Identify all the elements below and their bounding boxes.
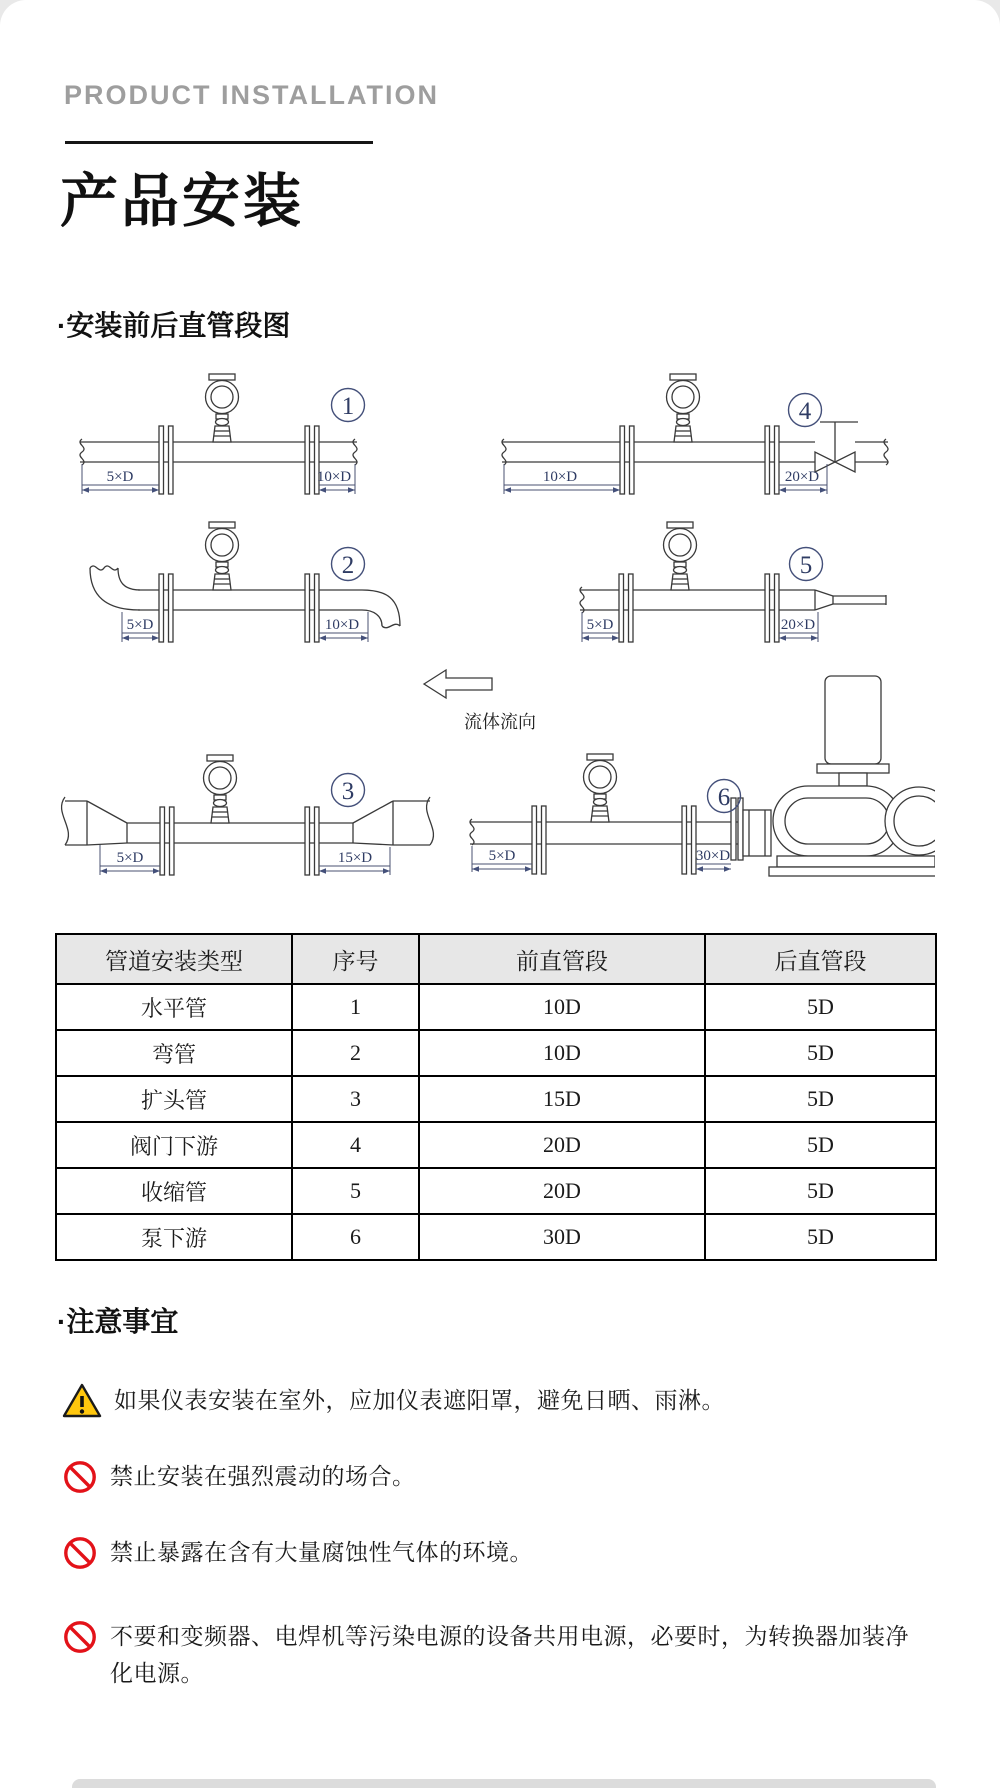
dim-label-left: 5×D — [126, 617, 154, 633]
straight-pipe-spec-table — [55, 933, 937, 1261]
page-title: 产品安装 — [60, 169, 305, 234]
prohibited-icon — [62, 1619, 98, 1660]
prohibited-icon — [62, 1459, 98, 1500]
note-item — [62, 1534, 922, 1576]
flowmeter-transmitter — [206, 374, 239, 442]
cell-upstream: 20D — [419, 1168, 705, 1214]
table-row — [56, 1076, 936, 1122]
cell-downstream: 5D — [705, 1168, 936, 1214]
note-text: 禁止安装在强烈震动的场合。 — [110, 1463, 416, 1489]
dim-label-left: 5×D — [488, 848, 516, 864]
pipe-break-left — [80, 439, 84, 465]
diagram-reducer-pipe — [490, 518, 900, 646]
cell-upstream: 15D — [419, 1076, 705, 1122]
flange — [305, 807, 319, 875]
cell-downstream: 5D — [705, 1214, 936, 1260]
diagram-number: 6 — [717, 784, 731, 811]
cell-upstream: 10D — [419, 1030, 705, 1076]
col-header-upstream: 前直管段 — [419, 934, 705, 984]
flange — [532, 806, 546, 874]
flowmeter-transmitter — [204, 755, 237, 823]
col-header-install-type: 管道安装类型 — [56, 934, 292, 984]
diagram-elbow-pipe — [70, 518, 450, 646]
warning-triangle-icon — [62, 1383, 102, 1424]
flowmeter-transmitter — [206, 522, 239, 590]
flange — [765, 574, 779, 642]
pump-spool — [743, 810, 771, 856]
note-item — [62, 1382, 922, 1424]
prohibited-icon — [62, 1535, 98, 1576]
cell-type: 阀门下游 — [56, 1122, 292, 1168]
diagram-number: 4 — [798, 398, 812, 425]
cell-type: 水平管 — [56, 984, 292, 1030]
diagram-number: 1 — [341, 393, 355, 420]
table-row — [56, 1168, 936, 1214]
flange — [160, 807, 174, 875]
dim-label-left: 5×D — [106, 469, 134, 485]
dim-label-right: 20×D — [780, 617, 816, 633]
pump-motor — [825, 676, 881, 764]
cell-type: 泵下游 — [56, 1214, 292, 1260]
page-eyebrow: PRODUCT INSTALLATION — [64, 80, 439, 110]
cell-type: 扩头管 — [56, 1076, 292, 1122]
pump-base — [777, 856, 935, 867]
cell-upstream: 30D — [419, 1214, 705, 1260]
cell-downstream: 5D — [705, 1030, 936, 1076]
dim-label-right: 30×D — [695, 848, 731, 864]
diagram-number: 5 — [799, 552, 813, 579]
diagram-horizontal-pipe — [70, 370, 370, 498]
table-row — [56, 984, 936, 1030]
table-row — [56, 1214, 936, 1260]
title-rule — [65, 141, 373, 144]
cell-downstream: 5D — [705, 984, 936, 1030]
dim-label-right: 10×D — [324, 617, 360, 633]
diagram-number: 3 — [341, 778, 355, 805]
diagram-section-heading: ·安装前后直管段图 — [57, 310, 291, 341]
pump-body — [769, 676, 935, 876]
flange — [305, 574, 319, 642]
cell-index: 2 — [292, 1030, 419, 1076]
dim-label-right: 15×D — [337, 850, 373, 866]
flange — [619, 574, 633, 642]
cell-upstream: 20D — [419, 1122, 705, 1168]
flange — [159, 426, 173, 494]
note-item — [62, 1618, 922, 1692]
notes-section-heading: ·注意事宜 — [57, 1306, 179, 1337]
note-text: 如果仪表安装在室外，应加仪表遮阳罩，避免日晒、雨淋。 — [114, 1387, 725, 1413]
cell-index: 1 — [292, 984, 419, 1030]
table-header-row — [56, 934, 936, 984]
note-text: 不要和变频器、电焊机等污染电源的设备共用电源，必要时，为转换器加装净化电源。 — [110, 1623, 909, 1686]
diagram-pump-downstream — [425, 660, 935, 882]
note-text: 禁止暴露在含有大量腐蚀性气体的环境。 — [110, 1539, 533, 1565]
flowmeter-transmitter — [584, 754, 617, 822]
flange — [159, 574, 173, 642]
dim-label-left: 5×D — [116, 850, 144, 866]
flowmeter-transmitter — [667, 374, 700, 442]
flowmeter-transmitter — [664, 522, 697, 590]
cell-index: 3 — [292, 1076, 419, 1122]
pipe-break-right — [353, 439, 357, 465]
expander-cone-right — [353, 801, 393, 845]
reducer-cone — [815, 590, 833, 610]
cell-downstream: 5D — [705, 1122, 936, 1168]
dim-label-left: 5×D — [586, 617, 614, 633]
table-row — [56, 1030, 936, 1076]
cell-index: 5 — [292, 1168, 419, 1214]
diagram-expander-pipe — [45, 751, 465, 881]
cell-upstream: 10D — [419, 984, 705, 1030]
table-row — [56, 1122, 936, 1168]
flange — [620, 426, 634, 494]
cell-type: 收缩管 — [56, 1168, 292, 1214]
cell-index: 6 — [292, 1214, 419, 1260]
col-header-index: 序号 — [292, 934, 419, 984]
bottom-divider — [72, 1779, 936, 1788]
dim-label-right: 10×D — [316, 469, 352, 485]
flange — [765, 426, 779, 494]
diagram-valve-downstream — [490, 370, 900, 498]
diagram-number: 2 — [341, 552, 355, 579]
dim-label-right: 20×D — [784, 469, 820, 485]
note-item — [62, 1458, 922, 1500]
cell-index: 4 — [292, 1122, 419, 1168]
flange — [682, 806, 696, 874]
dim-label-left: 10×D — [542, 469, 578, 485]
cell-type: 弯管 — [56, 1030, 292, 1076]
expander-cone-left — [87, 801, 127, 845]
col-header-downstream: 后直管段 — [705, 934, 936, 984]
cell-downstream: 5D — [705, 1076, 936, 1122]
flow-direction-label: 流体流向 — [464, 712, 536, 732]
